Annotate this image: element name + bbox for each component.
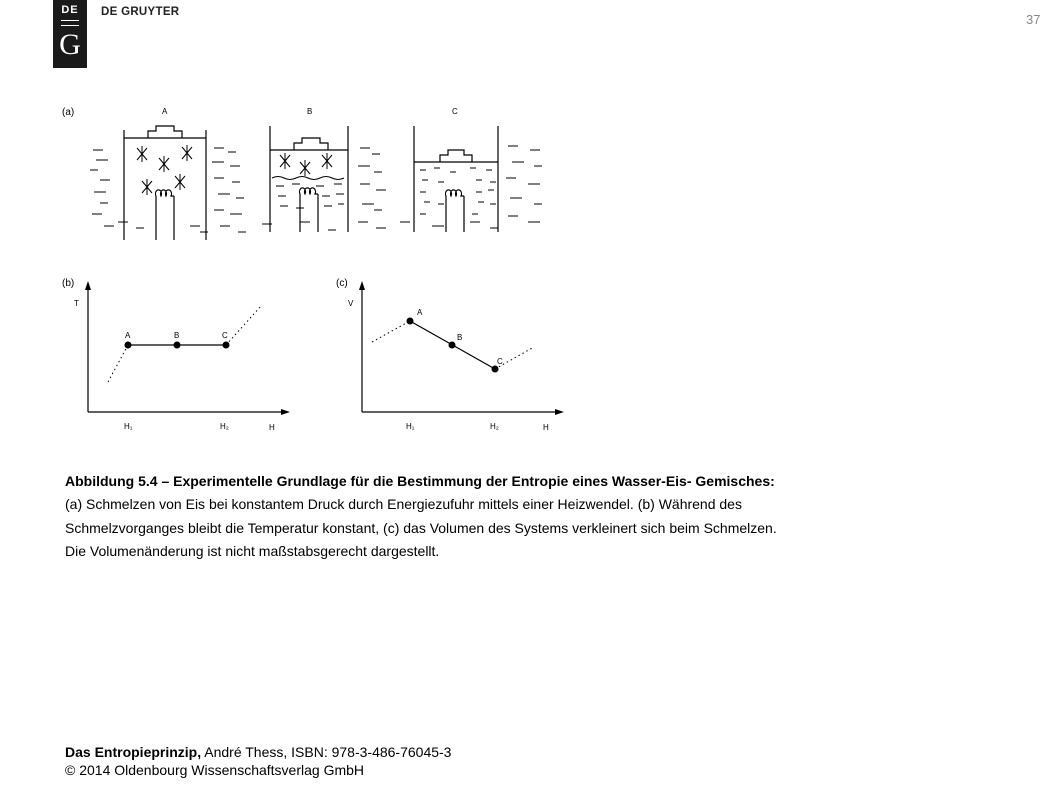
panel-c-label-a: A [417, 308, 423, 317]
water [420, 168, 496, 214]
panel-b-tick-h1: H₁ [124, 422, 133, 431]
panel-c-y-axis-label: V [348, 299, 354, 308]
panel-b-point-c [223, 342, 230, 349]
heating-coil [156, 190, 175, 240]
panel-c-label: (c) [336, 278, 348, 289]
panel-c-label-c: C [497, 357, 503, 366]
citation-footer [65, 743, 451, 779]
surrounding-water [90, 146, 542, 232]
panel-c-axes [359, 281, 564, 415]
caption-line: (a) Schmelzen von Eis bei konstantem Druck durch Energiezufuhr mittels einer Heizwendel. (b) Während des [65, 496, 742, 513]
panel-c-point-c [492, 366, 499, 373]
panel-c-label-b: B [457, 333, 463, 342]
page-number: 37 [1026, 12, 1041, 27]
panel-c-tick-h2: H₂ [490, 422, 499, 431]
panel-b-dotted-ice [108, 345, 128, 382]
book-title: Das Entropieprinzip, [65, 744, 202, 760]
panel-b-x-axis-label: H [269, 423, 275, 432]
container-c [414, 126, 498, 232]
water [276, 184, 344, 208]
panel-c-point-a [407, 318, 414, 325]
panel-b-point-b [174, 342, 181, 349]
heating-coil [300, 188, 318, 232]
panel-c-x-axis-label: H [543, 423, 549, 432]
heating-coil [446, 190, 465, 232]
citation-line [65, 743, 451, 761]
container-a-label: A [162, 107, 168, 116]
panel-c-dotted-ice [372, 321, 410, 342]
copyright: © 2014 Oldenbourg Wissenschaftsverlag GmbH [65, 762, 365, 778]
container-a [124, 126, 206, 240]
panel-b-label-c: C [222, 331, 228, 340]
container-b-label: B [307, 107, 313, 116]
panel-c-point-b [449, 342, 456, 349]
figure-caption [65, 470, 895, 564]
panel-b-point-a [125, 342, 132, 349]
water-surface [272, 177, 344, 180]
container-c-label: C [452, 107, 458, 116]
panel-a-label: (a) [62, 107, 75, 118]
panel-b-label-b: B [174, 331, 180, 340]
ice-crystals [280, 153, 332, 176]
book-citation: André Thess, ISBN: 978-3-486-76045-3 [201, 744, 452, 760]
panel-c-tick-h1: H₁ [406, 422, 415, 431]
caption-line: Schmelzvorganges bleibt die Temperatur konstant, (c) das Volumen des Systems verkleinert sich beim Schmelzen. [65, 519, 777, 536]
panel-b-y-axis-label: T [74, 299, 79, 308]
panel-b-tick-h2: H₂ [220, 422, 229, 431]
panel-b-label-a: A [125, 331, 131, 340]
publisher-name: DE GRUYTER [101, 6, 180, 18]
panel-b-dotted-water [226, 305, 262, 345]
logo-g-text: G [59, 28, 81, 61]
panel-b-label: (b) [62, 278, 75, 289]
caption-title: Abbildung 5.4 – Experimentelle Grundlage für die Bestimmung der Entropie eines Wasser-Eis- Gemisches: [65, 473, 775, 489]
ice-crystals [137, 145, 192, 195]
panel-b-axes [85, 281, 290, 415]
caption-line: Die Volumenänderung ist nicht maßstabsgerecht dargestellt. [65, 543, 440, 560]
container-b [270, 126, 348, 232]
logo-de-text: DE [61, 4, 79, 16]
panel-a-drawing [90, 126, 542, 240]
